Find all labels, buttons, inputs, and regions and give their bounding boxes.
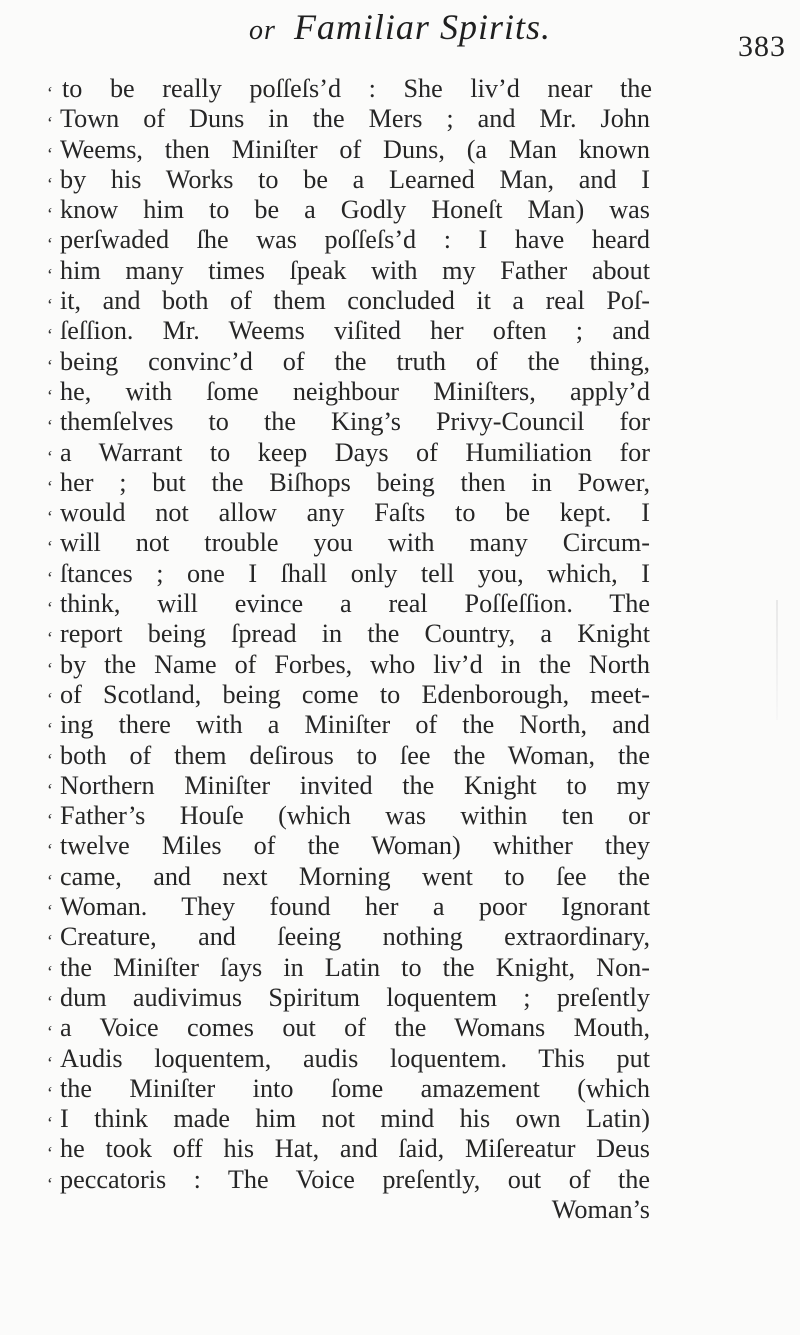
line-text: by the Name of Forbes, who liv’d in the North	[60, 649, 650, 679]
quote-mark: ‘	[46, 416, 52, 437]
line-text: I think made him not mind his own Latin)	[60, 1104, 650, 1134]
text-line	[0, 953, 800, 983]
quote-mark: ‘	[46, 961, 52, 982]
quote-mark: ‘	[46, 567, 52, 588]
margin-shadow	[776, 600, 778, 720]
quote-mark: ‘	[46, 658, 52, 679]
page-number: 383	[738, 30, 786, 63]
quote-mark: ‘	[46, 295, 52, 316]
quote-mark: ‘	[46, 840, 52, 861]
quote-mark: ‘	[46, 749, 52, 770]
text-line	[0, 1134, 800, 1164]
text-line	[0, 559, 800, 589]
text-line	[0, 619, 800, 649]
line-text: ſtances ; one I ſhall only tell you, which, I	[60, 558, 650, 588]
text-line	[0, 771, 800, 801]
text-line	[0, 710, 800, 740]
line-text: Town of Duns in the Mers ; and Mr. John	[60, 104, 650, 134]
quote-mark: ‘	[46, 1082, 52, 1103]
line-text: ing there with a Miniſter of the North, and	[60, 710, 650, 740]
text-line	[0, 135, 800, 165]
text-line	[0, 831, 800, 861]
line-text: being convinc’d of the truth of the thing,	[60, 346, 650, 376]
text-line	[0, 377, 800, 407]
line-text: Northern Miniſter invited the Knight to my	[60, 770, 650, 800]
line-text: think, will evince a real Poſſeſſion. The	[60, 589, 650, 619]
quote-mark: ‘	[46, 779, 52, 800]
text-line	[0, 286, 800, 316]
quote-mark: ‘	[46, 719, 52, 740]
quote-mark: ‘	[46, 870, 52, 891]
line-text: her ; but the Biſhops being then in Power,	[60, 467, 650, 497]
quote-mark: ‘	[46, 113, 52, 134]
text-line	[0, 589, 800, 619]
quote-mark: ‘	[46, 385, 52, 406]
line-text: it, and both of them concluded it a real Poſ-	[60, 286, 650, 316]
line-text: Audis loquentem, audis loquentem. This put	[60, 1043, 650, 1073]
text-line	[0, 165, 800, 195]
line-text: he, with ſome neighbour Miniſters, apply’d	[60, 376, 650, 406]
quote-mark: ‘	[46, 1052, 52, 1073]
text-line	[0, 498, 800, 528]
text-line	[0, 1195, 800, 1225]
text-line	[0, 1044, 800, 1074]
text-line	[0, 104, 800, 134]
running-head-lead: or	[249, 15, 276, 46]
text-line	[0, 225, 800, 255]
quote-mark: ‘	[46, 810, 52, 831]
line-text: dum audivimus Spiritum loquentem ; preſently	[60, 982, 650, 1012]
quote-mark: ‘	[46, 325, 52, 346]
line-text: the Miniſter ſays in Latin to the Knight, Non-	[60, 952, 650, 982]
line-text: by his Works to be a Learned Man, and I	[60, 164, 650, 194]
line-text: Woman’s	[551, 1194, 650, 1224]
text-line	[0, 1104, 800, 1134]
quote-mark: ‘	[46, 204, 52, 225]
text-line	[0, 407, 800, 437]
line-text: themſelves to the King’s Privy-Council for	[60, 407, 650, 437]
quote-mark: ‘	[46, 446, 52, 467]
quote-mark: ‘	[46, 598, 52, 619]
text-line	[0, 1165, 800, 1195]
text-line	[0, 983, 800, 1013]
line-text: Creature, and ſeeing nothing extraordinary,	[60, 922, 650, 952]
quote-mark: ‘	[46, 901, 52, 922]
text-line	[0, 316, 800, 346]
quote-mark: ‘	[46, 1022, 52, 1043]
quote-mark: ‘	[46, 476, 52, 497]
text-line	[0, 195, 800, 225]
line-text: twelve Miles of the Woman) whither they	[60, 831, 650, 861]
line-text: know him to be a Godly Honeſt Man) was	[60, 195, 650, 225]
line-text: Weems, then Miniſter of Duns, (a Man known	[60, 134, 650, 164]
line-text: of Scotland, being come to Edenborough, meet-	[60, 679, 650, 709]
line-text: came, and next Morning went to ſee the	[60, 861, 650, 891]
line-text: him many times ſpeak with my Father about	[60, 255, 650, 285]
quote-mark: ‘	[46, 628, 52, 649]
line-text: peccatoris : The Voice preſently, out of the	[60, 1164, 650, 1194]
line-text: both of them deſirous to ſee the Woman, the	[60, 740, 650, 770]
line-text: Father’s Houſe (which was within ten or	[60, 801, 650, 831]
text-line	[0, 468, 800, 498]
line-text: perſwaded ſhe was poſſeſs’d : I have heard	[60, 225, 650, 255]
line-text: ſeſſion. Mr. Weems viſited her often ; and	[60, 316, 650, 346]
text-line	[0, 862, 800, 892]
quote-mark: ‘	[46, 507, 52, 528]
text-line	[0, 528, 800, 558]
quote-mark: ‘	[46, 264, 52, 285]
quote-mark: ‘	[46, 234, 52, 255]
line-text: the Miniſter into ſome amazement (which	[60, 1073, 650, 1103]
line-text: report being ſpread in the Country, a Knight	[60, 619, 650, 649]
text-line	[0, 347, 800, 377]
quote-mark: ‘	[46, 1143, 52, 1164]
quote-mark: ‘	[46, 931, 52, 952]
text-line	[0, 741, 800, 771]
line-text: a Warrant to keep Days of Humiliation for	[60, 437, 650, 467]
quote-mark: ‘	[46, 537, 52, 558]
text-line	[0, 74, 800, 104]
quote-mark: ‘	[46, 991, 52, 1012]
line-text: a Voice comes out of the Womans Mouth,	[60, 1013, 650, 1043]
running-head	[0, 6, 800, 48]
line-text: Woman. They found her a poor Ignorant	[60, 892, 650, 922]
quote-mark: ‘	[46, 1113, 52, 1134]
quote-mark: ‘	[46, 143, 52, 164]
line-text: would not allow any Faſts to be kept. I	[60, 498, 650, 528]
text-line	[0, 680, 800, 710]
text-line	[0, 650, 800, 680]
quote-mark: ‘	[46, 173, 52, 194]
line-text: will not trouble you with many Circum-	[60, 528, 650, 558]
line-text: he took off his Hat, and ſaid, Miſereatur Deus	[60, 1134, 650, 1164]
text-line	[0, 1013, 800, 1043]
quote-mark: ‘	[46, 355, 52, 376]
text-line	[0, 256, 800, 286]
running-head-title: Familiar Spirits.	[293, 7, 551, 47]
text-line	[0, 801, 800, 831]
text-line	[0, 892, 800, 922]
line-text: to be really poſſeſs’d : She liv’d near the	[62, 74, 652, 103]
text-line	[0, 438, 800, 468]
quote-mark: ‘	[46, 83, 52, 103]
quote-mark: ‘	[46, 688, 52, 709]
body-text	[0, 74, 800, 1225]
text-line	[0, 1074, 800, 1104]
text-line	[0, 922, 800, 952]
quote-mark: ‘	[46, 1173, 52, 1194]
